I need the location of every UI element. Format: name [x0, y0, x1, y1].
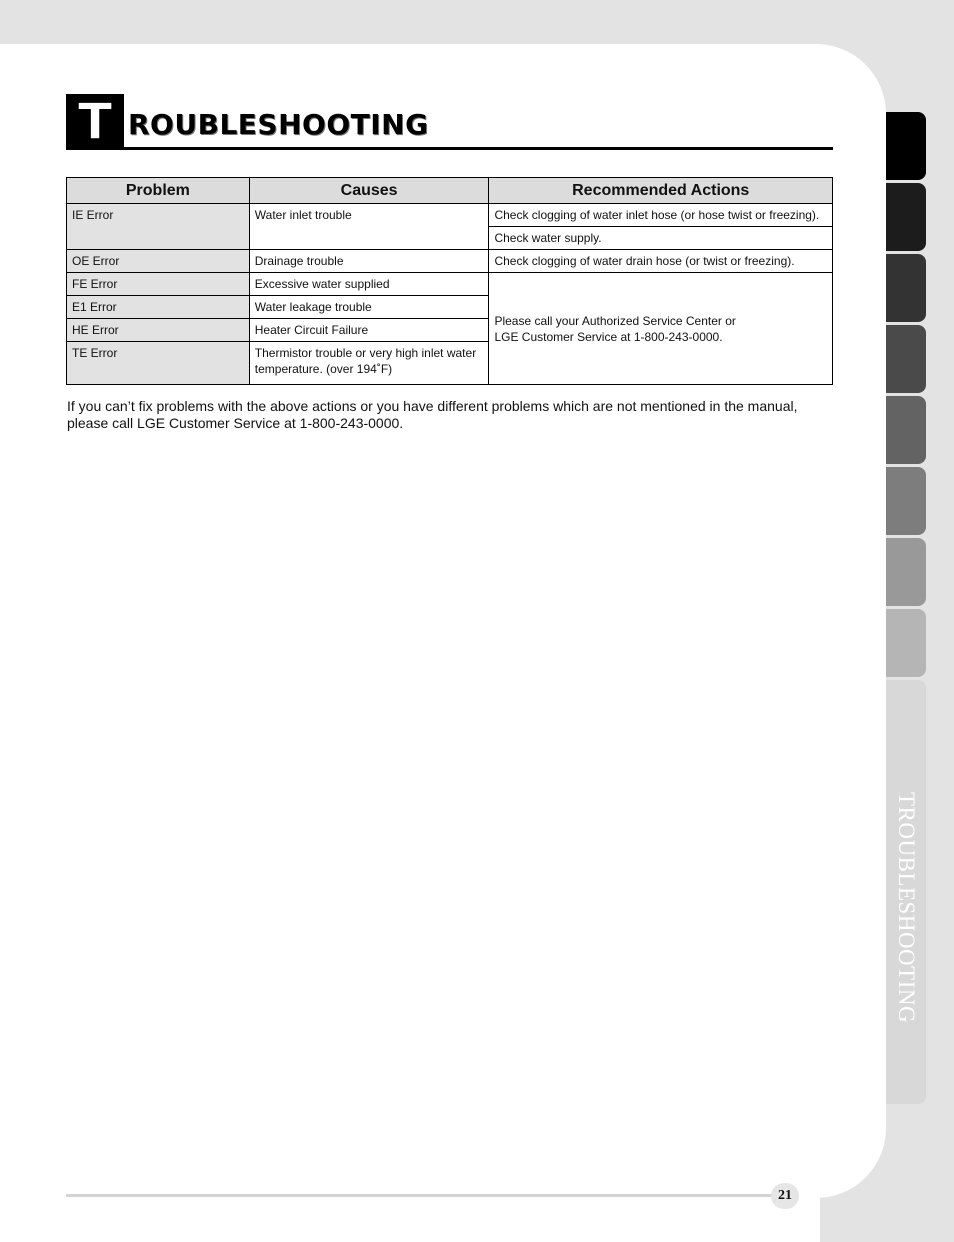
- troubleshooting-table: [66, 177, 833, 385]
- side-tab-5[interactable]: [886, 396, 926, 464]
- footer-rule: [66, 1194, 778, 1197]
- side-tab-8[interactable]: [886, 609, 926, 677]
- action-cell: Check clogging of water drain hose (or twist or freezing).: [489, 250, 833, 273]
- cause-cell: Thermistor trouble or very high inlet water temperature. (over 194˚F): [249, 342, 489, 385]
- shared-action-line-1: Please call your Authorized Service Center or: [494, 313, 736, 328]
- side-tab-3[interactable]: [886, 254, 926, 322]
- problem-cell: IE Error: [67, 204, 250, 250]
- problem-cell: FE Error: [67, 273, 250, 296]
- side-tab-2[interactable]: [886, 183, 926, 251]
- cause-cell: Drainage trouble: [249, 250, 489, 273]
- problem-cell: E1 Error: [67, 296, 250, 319]
- side-tab-6[interactable]: [886, 467, 926, 535]
- action-cell: Check water supply.: [489, 227, 833, 250]
- cause-cell: Water inlet trouble: [249, 204, 489, 250]
- title-underline: [124, 147, 833, 150]
- table-header-row: [67, 178, 833, 204]
- title-initial-box: [66, 94, 124, 150]
- side-tab-label: TROUBLESHOOTING: [894, 792, 919, 1024]
- table-row: [67, 273, 833, 296]
- shared-action-line-2: LGE Customer Service at 1-800-243-0000.: [494, 329, 723, 344]
- problem-cell: TE Error: [67, 342, 250, 385]
- side-tab-4[interactable]: [886, 325, 926, 393]
- cause-cell: Heater Circuit Failure: [249, 319, 489, 342]
- header-causes: Causes: [249, 178, 489, 204]
- header-recommended-actions: Recommended Actions: [489, 178, 833, 204]
- side-tab-1[interactable]: [886, 112, 926, 180]
- help-note: If you can’t fix problems with the above actions or you have different problems which are not mentioned in the manual, please call LGE Customer Service at 1-800-243-0000.: [67, 398, 798, 431]
- problem-cell: HE Error: [67, 319, 250, 342]
- page-title: ROUBLESHOOTING: [128, 108, 429, 141]
- title-initial: T: [77, 93, 113, 151]
- shared-action-cell: [489, 273, 833, 385]
- side-tab-7[interactable]: [886, 538, 926, 606]
- problem-cell: OE Error: [67, 250, 250, 273]
- table-row: [67, 250, 833, 273]
- header-problem: Problem: [67, 178, 250, 204]
- cause-cell: Water leakage trouble: [249, 296, 489, 319]
- action-cell: Check clogging of water inlet hose (or hose twist or freezing).: [489, 204, 833, 227]
- page-number: 21: [771, 1183, 799, 1209]
- table-row: [67, 204, 833, 227]
- cause-cell: Excessive water supplied: [249, 273, 489, 296]
- side-tab-troubleshooting[interactable]: [886, 680, 926, 1104]
